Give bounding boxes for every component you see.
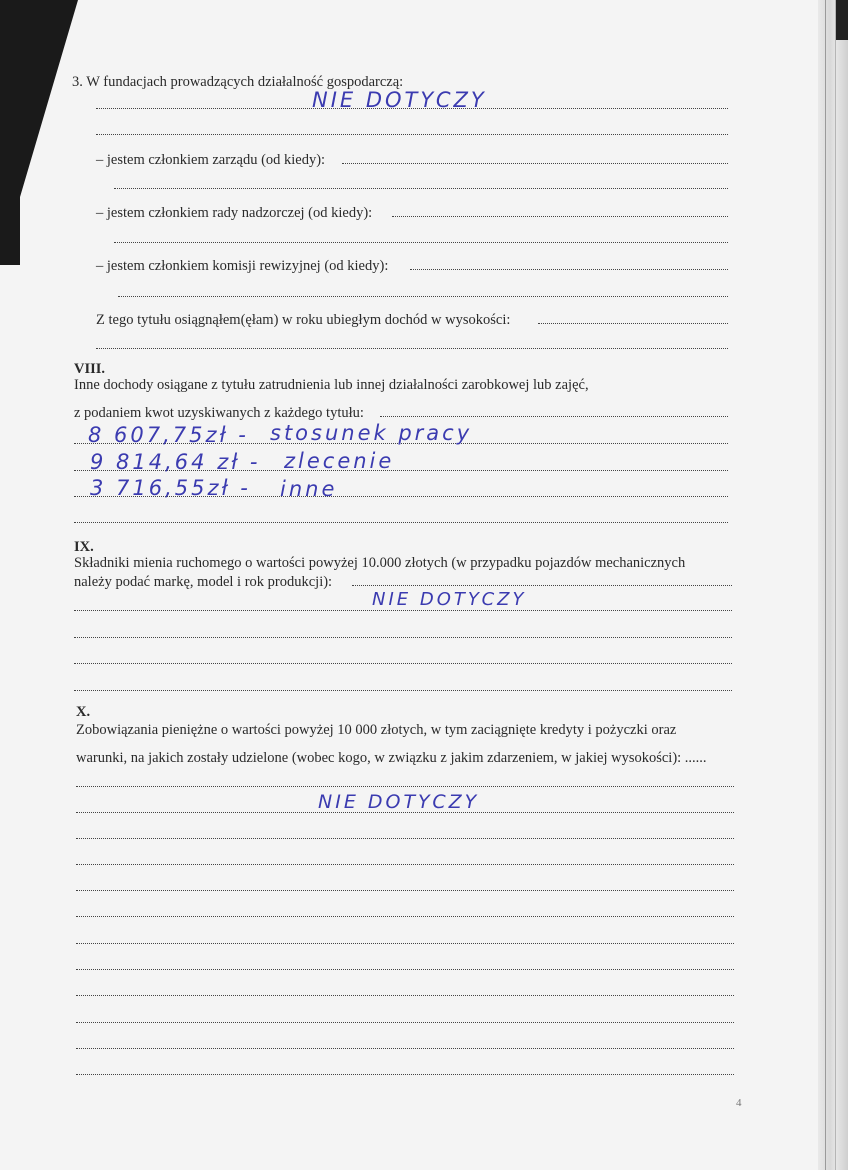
fill-line (114, 188, 728, 189)
fill-line (96, 134, 728, 135)
page-number: 4 (736, 1097, 742, 1109)
fill-line (74, 610, 732, 611)
fill-line (76, 838, 734, 839)
fill-line (352, 585, 732, 586)
handwritten-income-source: inne (280, 477, 338, 501)
scan-shadow-left-edge (0, 0, 78, 265)
scan-edge-line (825, 0, 826, 1170)
section-10-number: X. (76, 704, 91, 720)
fill-line (76, 916, 734, 917)
fill-line (76, 943, 734, 944)
fill-line (410, 269, 728, 270)
fill-line (76, 786, 734, 787)
fill-line (118, 296, 728, 297)
income-label: Z tego tytułu osiągnąłem(ęłam) w roku ubiegłym dochód w wysokości: (96, 312, 511, 328)
section-3-heading: 3. W fundacjach prowadzących działalność gospodarczą: (72, 74, 404, 90)
scan-shadow-top-right (836, 0, 848, 40)
scan-edge-right (818, 0, 848, 1170)
section-10-text-line1: Zobowiązania pieniężne o wartości powyżej 10 000 złotych, w tym zaciągnięte kredyty i pożyczki oraz (76, 722, 677, 738)
fill-line (114, 242, 728, 243)
fill-line (76, 890, 734, 891)
section-9-number: IX. (74, 539, 94, 555)
fill-line (76, 1048, 734, 1049)
fill-line (76, 864, 734, 865)
audit-committee-label: – jestem członkiem komisji rewizyjnej (od kiedy): (96, 258, 389, 274)
handwritten-income-amount: 3 716,55zł - (90, 476, 251, 500)
fill-line (392, 216, 728, 217)
fill-line (74, 522, 728, 523)
handwritten-not-applicable: NIE DOTYCZY (318, 791, 480, 813)
fill-line (74, 663, 732, 664)
section-9-text-line1: Składniki mienia ruchomego o wartości powyżej 10.000 złotych (w przypadku pojazdów mechanicznych (74, 555, 686, 571)
handwritten-not-applicable: NIE DOTYCZY (312, 88, 487, 112)
section-8-text-line2: z podaniem kwot uzyskiwanych z każdego tytułu: (74, 405, 364, 421)
board-member-label: – jestem członkiem zarządu (od kiedy): (96, 152, 326, 168)
section-8-number: VIII. (74, 361, 106, 377)
fill-line (76, 1074, 734, 1075)
fill-line (342, 163, 728, 164)
section-10-text-line2: warunki, na jakich zostały udzielone (wobec kogo, w związku z jakim zdarzeniem, w jakiej wysokości): ...... (76, 750, 707, 766)
fill-line (76, 969, 734, 970)
supervisory-board-label: – jestem członkiem rady nadzorczej (od kiedy): (96, 205, 373, 221)
fill-line (538, 323, 728, 324)
handwritten-income-source: zlecenie (284, 449, 395, 473)
section-8-text-line1: Inne dochody osiągane z tytułu zatrudnienia lub innej działalności zarobkowej lub zajęć, (74, 377, 589, 393)
fill-line (380, 416, 728, 417)
handwritten-income-source: stosunek pracy (270, 421, 473, 445)
fill-line (76, 995, 734, 996)
section-9-text-line2: należy podać markę, model i rok produkcji): (74, 574, 333, 590)
fill-line (96, 348, 728, 349)
handwritten-income-amount: 8 607,75zł - (88, 423, 249, 447)
fill-line (74, 637, 732, 638)
fill-line (76, 1022, 734, 1023)
handwritten-income-amount: 9 814,64 zł - (90, 450, 261, 474)
scan-edge-line (835, 0, 836, 1170)
handwritten-not-applicable: NIE DOTYCZY (372, 589, 527, 610)
fill-line (74, 690, 732, 691)
